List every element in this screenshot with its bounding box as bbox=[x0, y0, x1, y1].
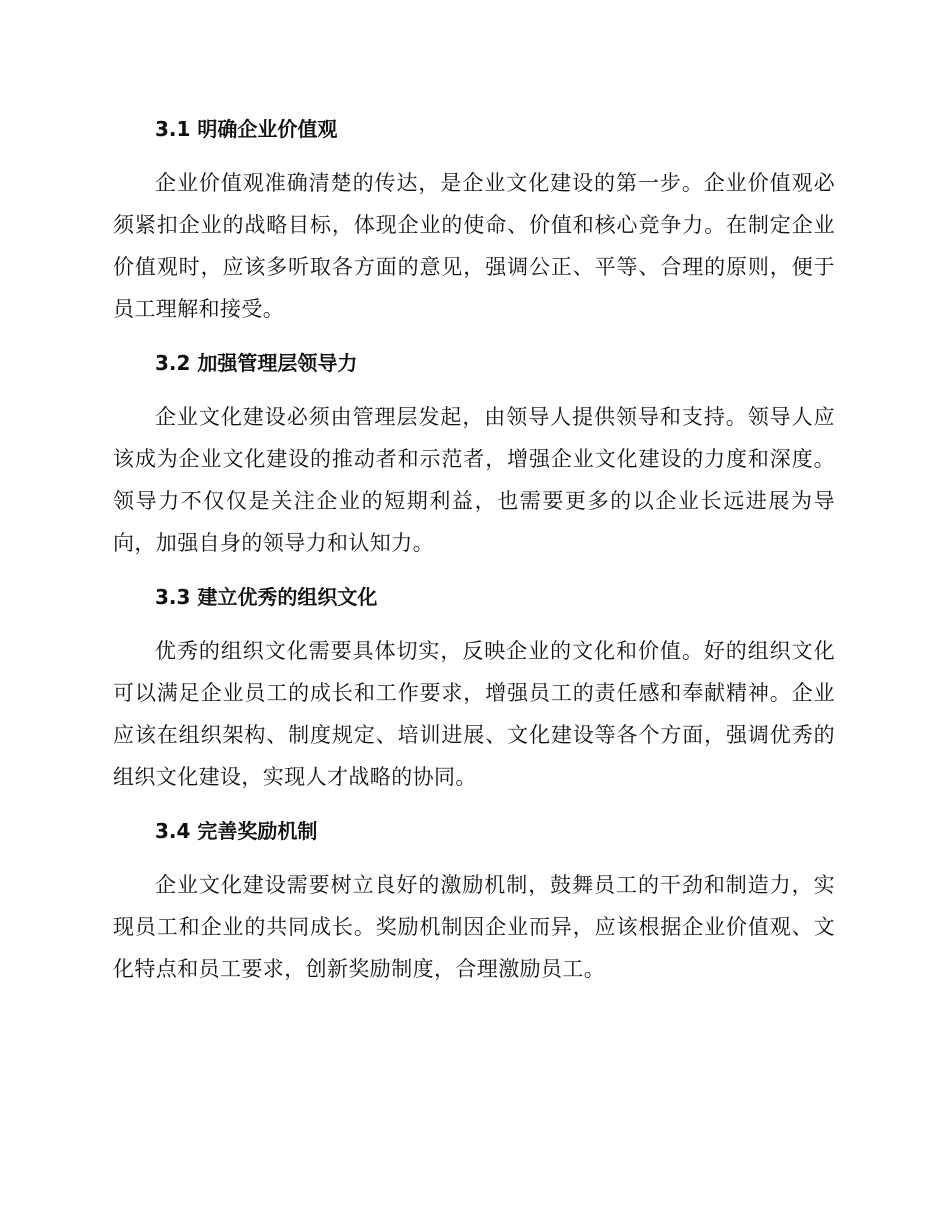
section-3-1 bbox=[113, 108, 835, 330]
document-content bbox=[113, 108, 835, 1002]
section-paragraph: 企业价值观准确清楚的传达，是企业文化建设的第一步。企业价值观必须紧扣企业的战略目标，体现企业的使命、价值和核心竞争力。在制定企业价值观时，应该多听取各方面的意见，强调公正、平等、合理的原则，便于员工理解和接受。 bbox=[113, 171, 835, 321]
section-heading: 3.1 明确企业价值观 bbox=[155, 117, 338, 141]
section-heading: 3.3 建立优秀的组织文化 bbox=[155, 585, 378, 609]
section-heading: 3.4 完善奖励机制 bbox=[155, 819, 318, 843]
section-3-4 bbox=[113, 810, 835, 990]
section-3-2 bbox=[113, 342, 835, 564]
section-3-3 bbox=[113, 576, 835, 798]
section-heading: 3.2 加强管理层领导力 bbox=[155, 351, 358, 375]
section-paragraph: 企业文化建设必须由管理层发起，由领导人提供领导和支持。领导人应该成为企业文化建设的推动者和示范者，增强企业文化建设的力度和深度。领导力不仅仅是关注企业的短期利益，也需要更多的以企业长远进展为导向，加强自身的领导力和认知力。 bbox=[113, 405, 835, 555]
section-paragraph: 优秀的组织文化需要具体切实，反映企业的文化和价值。好的组织文化可以满足企业员工的成长和工作要求，增强员工的责任感和奉献精神。企业应该在组织架构、制度规定、培训进展、文化建设等各个方面，强调优秀的组织文化建设，实现人才战略的协同。 bbox=[113, 639, 835, 789]
section-paragraph: 企业文化建设需要树立良好的激励机制，鼓舞员工的干劲和制造力，实现员工和企业的共同成长。奖励机制因企业而异，应该根据企业价值观、文化特点和员工要求，创新奖励制度，合理激励员工。 bbox=[113, 873, 835, 981]
